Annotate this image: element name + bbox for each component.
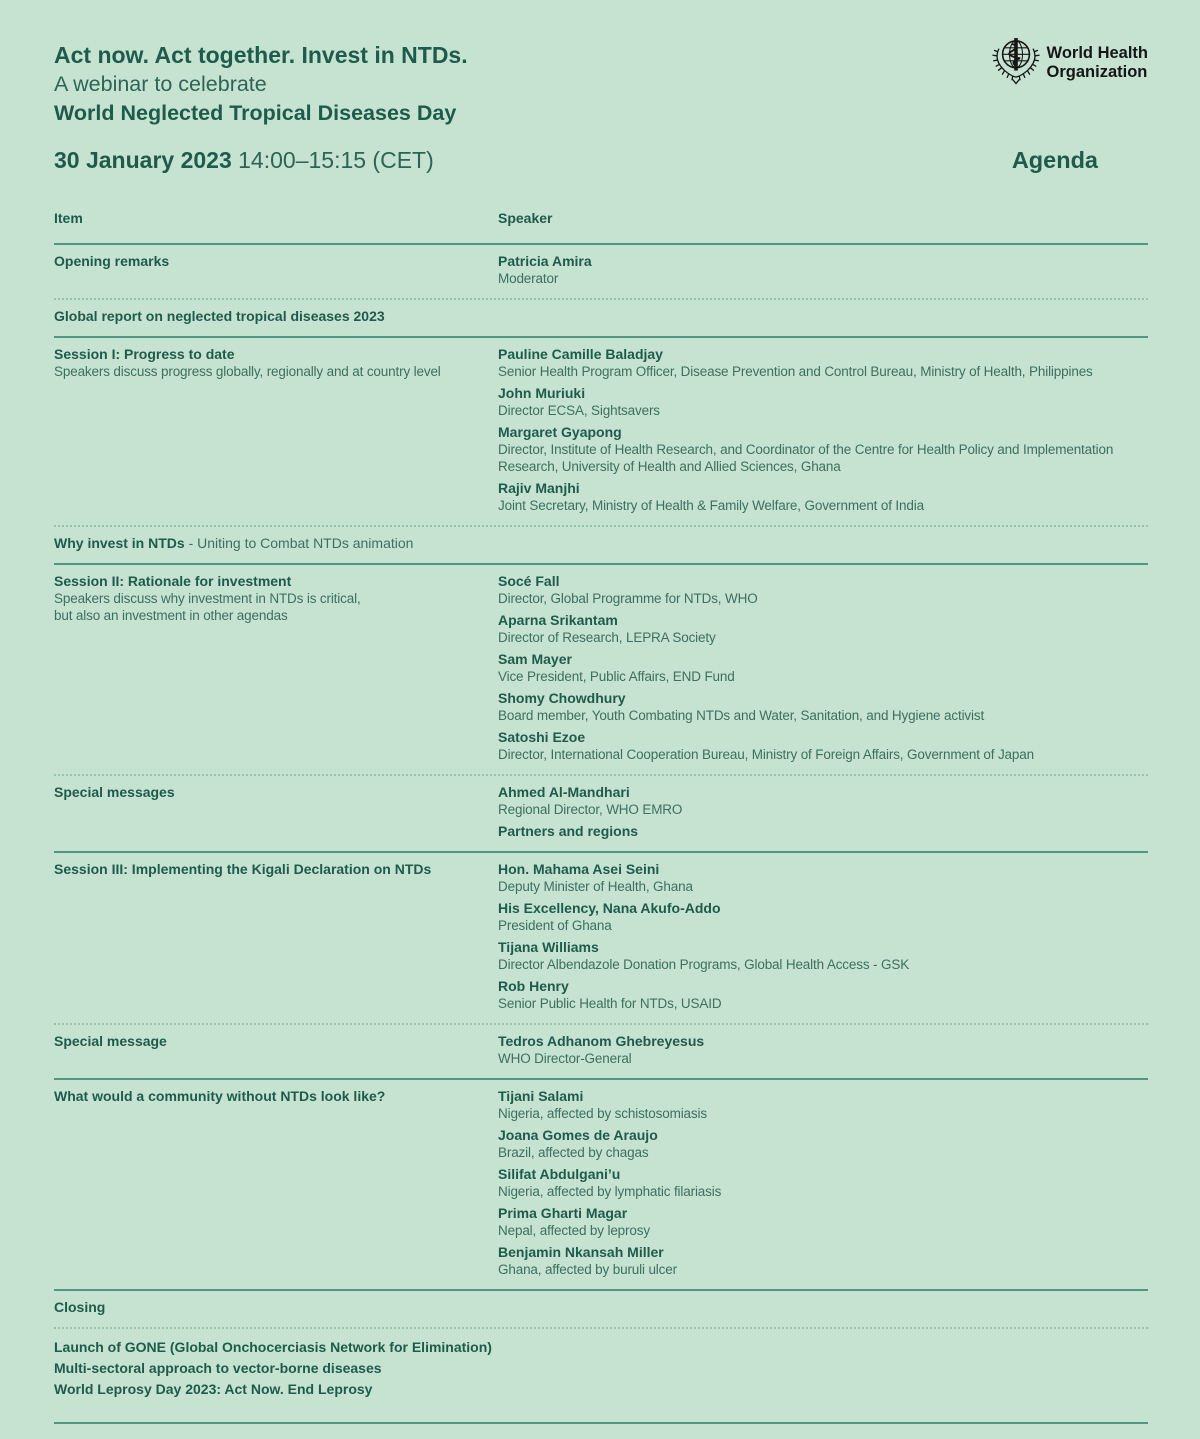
item-title: Global report on neglected tropical diseases 2023 [54,308,385,325]
item-title: Closing [54,1299,106,1316]
table-header-row [54,202,1148,245]
item-title-bold: Why invest in NTDs [54,535,185,552]
speaker-entry [498,1127,1148,1161]
speaker-entry [498,900,1148,934]
event-date-bold: 30 January 2023 [54,147,232,174]
speaker-name: Joana Gomes de Araujo [498,1127,658,1144]
speaker-entry [498,1166,1148,1200]
speaker-entry [498,1033,1148,1067]
speaker-cell [498,784,1148,840]
speaker-name: Tijani Salami [498,1088,584,1105]
table-row [54,300,1148,338]
item-title: Session I: Progress to date [54,346,235,363]
item-description-line2: but also an investment in other agendas [54,608,288,624]
speaker-name: His Excellency, Nana Akufo-Addo [498,900,721,917]
speaker-role: Director, Global Programme for NTDs, WHO [498,591,758,607]
speaker-role: Vice President, Public Affairs, END Fund [498,669,735,685]
speaker-entry [498,346,1148,380]
speaker-entry [498,1205,1148,1239]
table-row [54,1080,1148,1291]
speaker-entry [498,1088,1148,1122]
speaker-entry [498,253,1148,287]
title-block [54,40,468,127]
who-emblem-icon [990,34,1042,91]
speaker-role: Director ECSA, Sightsavers [498,403,660,419]
speaker-name: Patricia Amira [498,253,592,270]
speaker-role: President of Ghana [498,918,612,934]
speaker-name: Pauline Camille Baladjay [498,346,663,363]
speaker-role: WHO Director-General [498,1051,632,1067]
speaker-entry [498,729,1148,763]
speaker-name: Rob Henry [498,978,569,995]
item-title: Special message [54,1033,167,1050]
speaker-role: Ghana, affected by buruli ulcer [498,1262,677,1278]
speaker-role: Director, Institute of Health Research, and Coordinator of the Centre for Health Policy and Implementation Research, University of Health and Allied Sciences, Ghana [498,442,1114,475]
agenda-label: Agenda [1011,147,1098,174]
speaker-entry [498,861,1148,895]
speaker-name: Margaret Gyapong [498,424,622,441]
speaker-entry [498,939,1148,973]
date-row [54,147,1148,174]
event-time: 14:00–15:15 (CET) [231,147,434,174]
speaker-role: Director, International Cooperation Bureau, Ministry of Foreign Affairs, Government of Japan [498,747,1034,763]
speaker-entry [498,1244,1148,1278]
speaker-role: Brazil, affected by chagas [498,1145,649,1161]
item-title: What would a community without NTDs look like? [54,1088,386,1105]
table-row [54,565,1148,776]
column-header-speaker: Speaker [498,210,553,227]
item-title [54,535,1148,552]
speaker-cell [498,1088,1148,1278]
item-title: Opening remarks [54,253,170,270]
who-logo-line2: Organization [1046,62,1148,81]
speaker-name: Ahmed Al-Mandhari [498,784,630,801]
speaker-entry [498,573,1148,607]
speaker-role: Nigeria, affected by schistosomiasis [498,1106,707,1122]
speaker-cell [498,573,1148,763]
closing-items [54,1337,1148,1400]
speaker-name: Silifat Abdulgani’u [498,1166,621,1183]
table-row [54,338,1148,527]
speaker-name: Tijana Williams [498,939,599,956]
speaker-role: Director Albendazole Donation Programs, Global Health Access - GSK [498,957,910,973]
table-row [54,527,1148,565]
speaker-entry [498,978,1148,1012]
table-row [54,776,1148,853]
speaker-role: Joint Secretary, Ministry of Health & Family Welfare, Government of India [498,498,924,514]
speaker-role: Board member, Youth Combating NTDs and Water, Sanitation, and Hygiene activist [498,708,985,724]
table-row [54,1025,1148,1080]
page-header [54,40,1148,127]
speaker-cell [498,1033,1148,1067]
event-name: World Neglected Tropical Diseases Day [54,100,457,125]
speaker-entry [498,480,1148,514]
who-logo-line1: World Health [1046,44,1148,63]
who-logo-text [1047,44,1148,81]
item-description: Speakers discuss progress globally, regionally and at country level [54,364,441,380]
speaker-role: Deputy Minister of Health, Ghana [498,879,693,895]
speaker-role: Senior Health Program Officer, Disease Prevention and Control Bureau, Ministry of Health, Philippines [498,364,1093,380]
closing-item: World Leprosy Day 2023: Act Now. End Leprosy [54,1381,373,1398]
speaker-entry [498,612,1148,646]
speaker-name: Shomy Chowdhury [498,690,626,707]
speaker-role: Nepal, affected by leprosy [498,1223,650,1239]
table-row [54,1329,1148,1424]
speaker-entry [498,424,1148,475]
speaker-name: Satoshi Ezoe [498,729,586,746]
speaker-entry [498,784,1148,818]
item-cell [54,346,498,514]
speaker-name: Tedros Adhanom Ghebreyesus [498,1033,705,1050]
speaker-role: Director of Research, LEPRA Society [498,630,716,646]
column-header-item: Item [54,210,83,227]
speaker-name: Aparna Srikantam [498,612,618,629]
item-description: Speakers discuss why investment in NTDs is critical, [54,591,361,607]
who-logo [990,34,1148,91]
speaker-role: Nigeria, affected by lymphatic filariasis [498,1184,722,1200]
agenda-table [54,202,1148,1424]
item-title: Special messages [54,784,175,801]
item-title-suffix: - Uniting to Combat NTDs animation [184,535,414,552]
page-title: Act now. Act together. Invest in NTDs. [54,42,468,68]
closing-item: Launch of GONE (Global Onchocerciasis Network for Elimination) [54,1339,492,1356]
speaker-role: Moderator [498,271,559,287]
speaker-name: Socé Fall [498,573,560,590]
item-title: Session II: Rationale for investment [54,573,292,590]
speaker-name: John Muriuki [498,385,586,402]
item-cell [54,573,498,763]
event-date [54,147,434,174]
table-row [54,1291,1148,1329]
speaker-role: Regional Director, WHO EMRO [498,802,683,818]
table-row [54,245,1148,300]
speaker-cell [498,346,1148,514]
speaker-role: Senior Public Health for NTDs, USAID [498,996,722,1012]
speaker-name: Hon. Mahama Asei Seini [498,861,660,878]
speaker-entry [498,651,1148,685]
speaker-entry [498,823,1148,840]
speaker-name: Rajiv Manjhi [498,480,580,497]
speaker-cell [498,861,1148,1012]
item-title: Session III: Implementing the Kigali Declaration on NTDs [54,861,432,878]
closing-item: Multi-sectoral approach to vector-borne diseases [54,1360,382,1377]
speaker-entry [498,385,1148,419]
speaker-entry [498,690,1148,724]
speaker-cell [498,253,1148,287]
speaker-name: Sam Mayer [498,651,572,668]
speaker-name: Benjamin Nkansah Miller [498,1244,664,1261]
speaker-name: Prima Gharti Magar [498,1205,628,1222]
table-row [54,853,1148,1025]
page-subtitle: A webinar to celebrate [54,72,267,97]
speaker-name: Partners and regions [498,823,639,840]
